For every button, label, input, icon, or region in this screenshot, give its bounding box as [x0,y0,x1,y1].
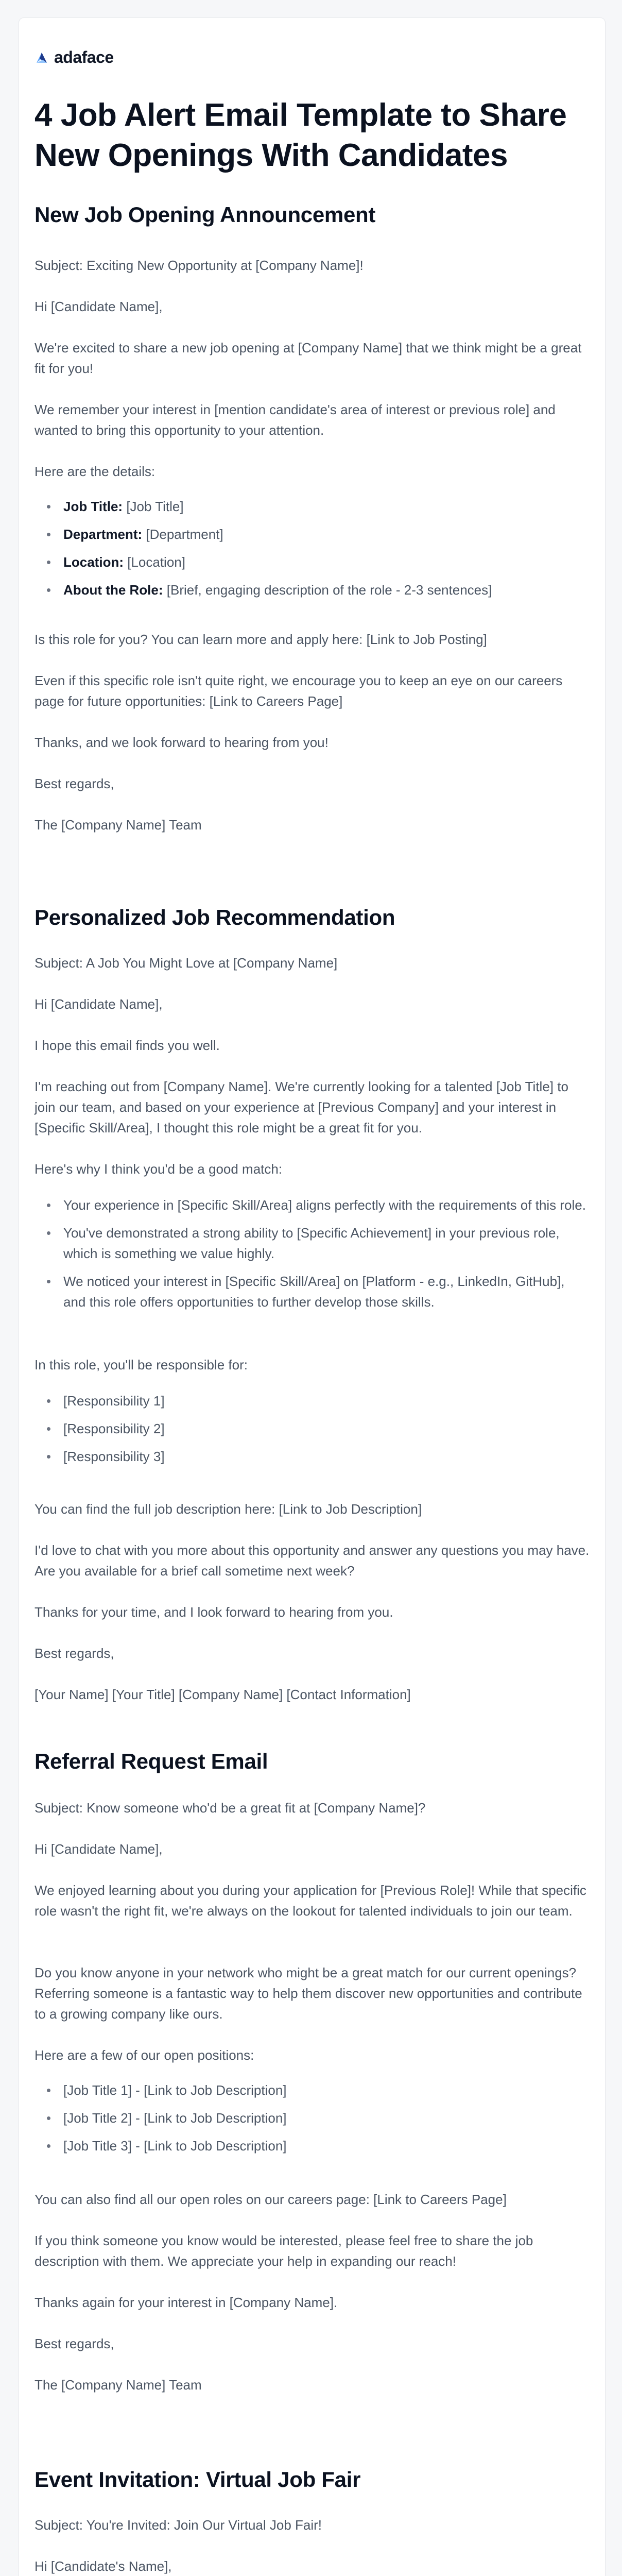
details-list [34,496,591,600]
paragraph: I hope this email finds you well. [34,1038,220,1053]
list-item: [Responsibility 2] [34,1418,591,1439]
paragraph: We're excited to share a new job opening at [Company Name] that we think might be a great fit for you! [34,340,582,376]
paragraph: You can find the full job description here: [Link to Job Description] [34,1501,422,1517]
paragraph: We enjoyed learning about you during your application for [Previous Role]! While that specific role wasn't the right fit, we're always on the lookout for talented individuals to join our team. [34,1883,586,1919]
paragraph: Here are the details: [34,464,156,479]
email-greeting: Hi [Candidate Name], [34,299,163,314]
section-heading: New Job Opening Announcement [34,202,376,227]
email-subject: Subject: Know someone who'd be a great fit at [Company Name]? [34,1800,426,1816]
paragraph: The [Company Name] Team [34,2377,202,2393]
email-greeting: Hi [Candidate Name], [34,1841,163,1857]
paragraph: I'm reaching out from [Company Name]. We're currently looking for a talented [Job Title] to join our team, and based on your experience at [Previous Company] and your interest in [Specific Skill/Area], I thought this role might be a great fit for you. [34,1079,568,1136]
paragraph: Here are a few of our open positions: [34,2047,254,2063]
paragraph: Even if this specific role isn't quite right, we encourage you to keep an eye on our careers page for future opportunities: [Link to Careers Page] [34,673,563,709]
paragraph: Is this role for you? You can learn more and apply here: [Link to Job Posting] [34,632,487,647]
email-subject: Subject: You're Invited: Join Our Virtual Job Fair! [34,2517,322,2533]
list-item: You've demonstrated a strong ability to [Specific Achievement] in your previous role, which is something we value highly. [34,1223,591,1264]
paragraph: [Your Name] [Your Title] [Company Name] [Contact Information] [34,1687,411,1702]
section-heading: Referral Request Email [34,1749,268,1773]
section-heading: Personalized Job Recommendation [34,905,395,929]
content-card [19,18,606,2576]
list-item: We noticed your interest in [Specific Skill/Area] on [Platform - e.g., LinkedIn, GitHub], and this role offers opportunities to further develop those skills. [34,1271,591,1312]
adaface-logo-icon [34,50,49,65]
list-item: [Job Title 2] - [Link to Job Description] [34,2108,591,2128]
email-subject: Subject: A Job You Might Love at [Company Name] [34,955,338,971]
list-item: Job Title: [Job Title] [34,496,591,517]
paragraph: Best regards, [34,1646,114,1661]
section-heading: Event Invitation: Virtual Job Fair [34,2467,361,2492]
paragraph: Do you know anyone in your network who might be a great match for our current openings? Referring someone is a fantastic way to help them discover new opportunities and contribute to a growing company like ours. [34,1965,582,2022]
paragraph: Best regards, [34,776,114,791]
section-virtual-job-fair [34,2466,591,2574]
list-item: [Responsibility 3] [34,1446,591,1467]
list-item: Department: [Department] [34,524,591,545]
section-referral-request [34,1748,591,2393]
email-greeting: Hi [Candidate Name], [34,996,163,1012]
paragraph: Thanks, and we look forward to hearing from you! [34,735,329,750]
list-item: [Responsibility 1] [34,1391,591,1411]
paragraph: If you think someone you know would be interested, please feel free to share the job description with them. We appreciate your help in expanding our reach! [34,2233,533,2269]
paragraph: Best regards, [34,2336,114,2351]
paragraph: I'd love to chat with you more about this opportunity and answer any questions you may have. Are you available for a brief call sometime next week? [34,1543,590,1579]
brand-name: adaface [54,48,114,66]
paragraph: In this role, you'll be responsible for: [34,1357,248,1372]
list-item: [Job Title 1] - [Link to Job Description] [34,2080,591,2100]
section-personalized-recommendation [34,904,591,1702]
paragraph: You can also find all our open roles on our careers page: [Link to Careers Page] [34,2192,507,2207]
list-item: Location: [Location] [34,552,591,572]
email-subject: Subject: Exciting New Opportunity at [Company Name]! [34,258,364,273]
brand-logo[interactable] [34,48,114,67]
list-item: [Job Title 3] - [Link to Job Description] [34,2136,591,2156]
section-new-job-opening [34,201,591,833]
open-positions-list [34,2080,591,2156]
email-greeting: Hi [Candidate's Name], [34,2558,172,2574]
list-item: About the Role: [Brief, engaging description of the role - 2-3 sentences] [34,580,591,600]
paragraph: Thanks again for your interest in [Company Name]. [34,2295,338,2310]
responsibilities-list [34,1391,591,1467]
paragraph: The [Company Name] Team [34,817,202,833]
paragraph: Here's why I think you'd be a good match: [34,1161,283,1177]
page-title: 4 Job Alert Email Template to Share New Openings With Candidates [34,97,567,173]
paragraph: Thanks for your time, and I look forward to hearing from you. [34,1604,393,1620]
match-reasons-list [34,1195,591,1312]
list-item: Your experience in [Specific Skill/Area] aligns perfectly with the requirements of this role. [34,1195,591,1215]
paragraph: We remember your interest in [mention candidate's area of interest or previous role] and wanted to bring this opportunity to your attention. [34,402,556,438]
